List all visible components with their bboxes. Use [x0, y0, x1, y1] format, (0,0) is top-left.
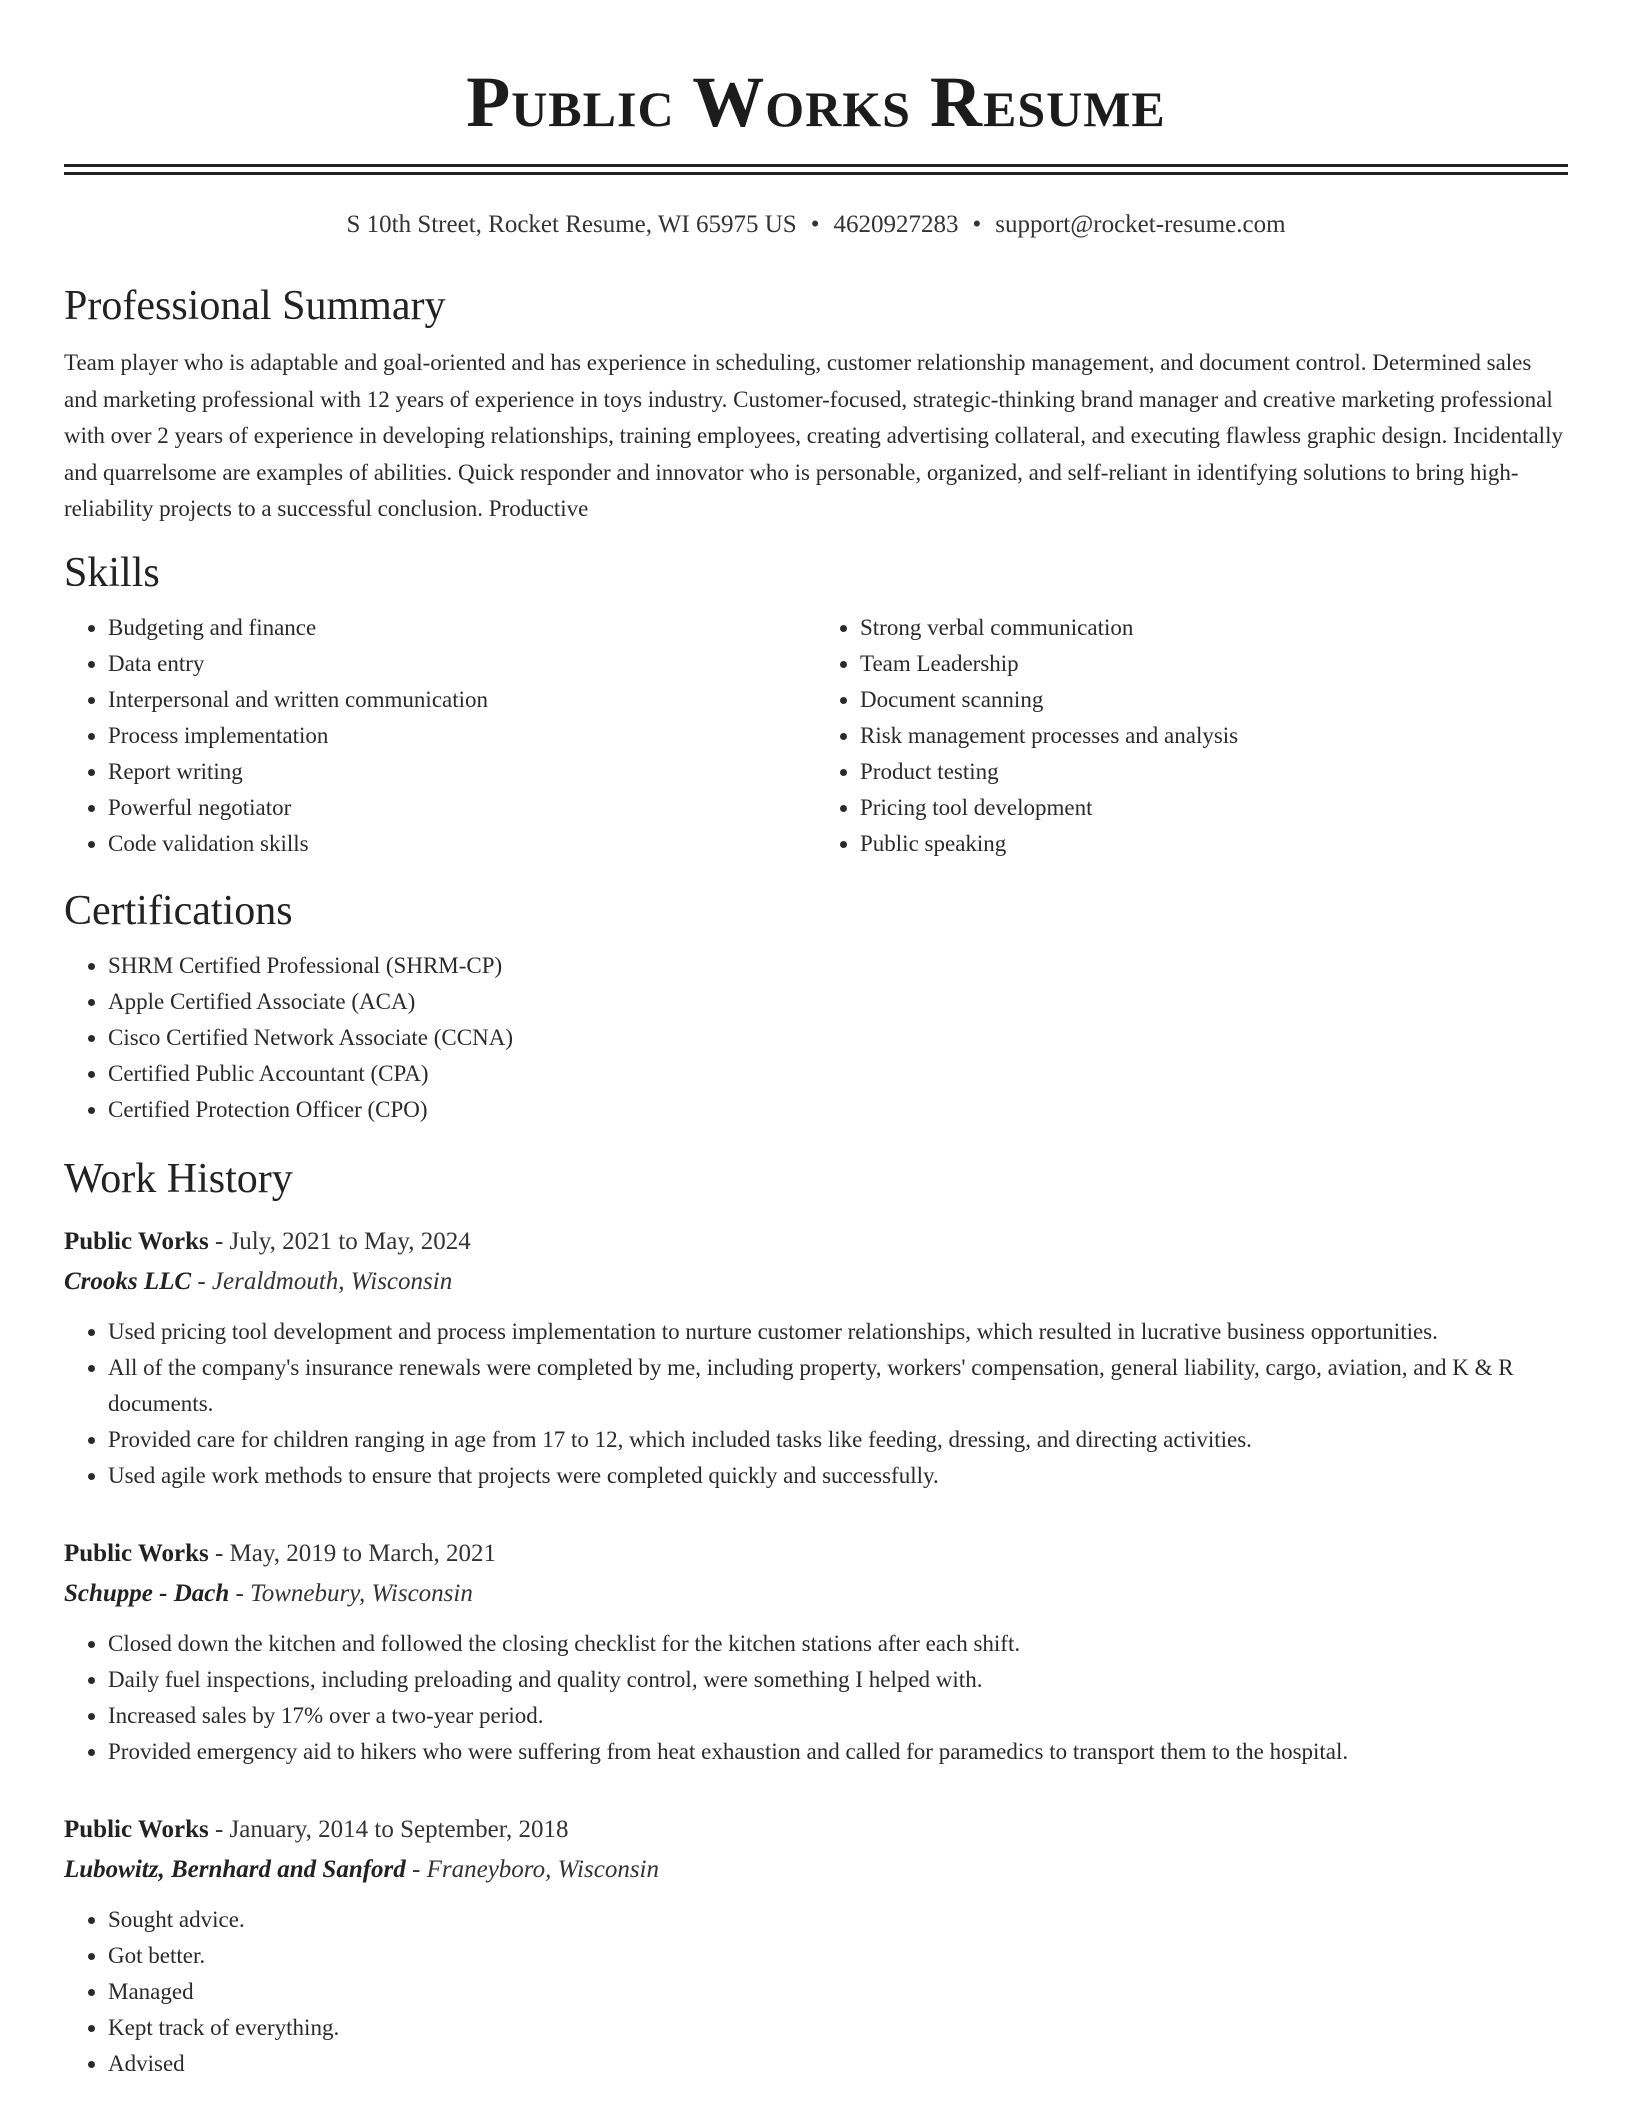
- certification-item: • Cisco Certified Network Associate (CCNA): [108, 1020, 1568, 1056]
- job-bullet: • All of the company's insurance renewals were completed by me, including property, workers' compensation, general liability, cargo, aviation, and K & R documents.: [108, 1350, 1568, 1422]
- job-bullet: • Provided care for children ranging in age from 17 to 12, which included tasks like feeding, dressing, and directing activities.: [108, 1422, 1568, 1458]
- job-company: Crooks LLC: [64, 1267, 192, 1295]
- job-location: - Townebury, Wisconsin: [229, 1579, 473, 1607]
- job-entry: [64, 1810, 1568, 2082]
- job-company-line: [64, 1574, 1568, 1614]
- job-title-line: [64, 1534, 1568, 1574]
- certification-item: • Certified Public Accountant (CPA): [108, 1056, 1568, 1092]
- skill-item: • Powerful negotiator: [108, 790, 816, 826]
- certification-item: • Certified Protection Officer (CPO): [108, 1092, 1568, 1128]
- certifications-list: [64, 948, 1568, 1128]
- skill-item: • Report writing: [108, 754, 816, 790]
- skills-list-left: [64, 610, 816, 862]
- skill-item: • Pricing tool development: [860, 790, 1568, 826]
- summary-heading: Professional Summary: [64, 283, 446, 329]
- job-bullet: • Closed down the kitchen and followed the closing checklist for the kitchen stations after each shift.: [108, 1626, 1568, 1662]
- job-location: - Jeraldmouth, Wisconsin: [191, 1267, 453, 1295]
- job-bullet: • Used agile work methods to ensure that projects were completed quickly and successfully.: [108, 1458, 1568, 1494]
- contact-email: support@rocket-resume.com: [995, 211, 1286, 238]
- job-company: Lubowitz, Bernhard and Sanford: [64, 1855, 406, 1883]
- job-company-line: [64, 1262, 1568, 1302]
- job-bullet: • Advised: [108, 2046, 1568, 2082]
- job-location: - Franeyboro, Wisconsin: [405, 1855, 659, 1883]
- skill-item: • Data entry: [108, 646, 816, 682]
- job-entry: [64, 1222, 1568, 1494]
- job-title-line: [64, 1810, 1568, 1850]
- certifications-heading: Certifications: [64, 887, 293, 934]
- job-bullet: • Got better.: [108, 1938, 1568, 1974]
- job-bullet: • Used pricing tool development and process implementation to nurture customer relationships, which resulted in lucrative business opportunities.: [108, 1314, 1568, 1350]
- skill-item: • Public speaking: [860, 826, 1568, 862]
- job-company: Schuppe - Dach: [64, 1579, 230, 1607]
- contact-phone: 4620927283: [833, 211, 959, 238]
- job-title: Public Works: [64, 1227, 209, 1255]
- contact-address: S 10th Street, Rocket Resume, WI 65975 US: [346, 211, 797, 238]
- job-bullet: • Provided emergency aid to hikers who were suffering from heat exhaustion and called for paramedics to transport them to the hospital.: [108, 1734, 1568, 1770]
- job-title: Public Works: [64, 1539, 209, 1567]
- job-bullet: • Kept track of everything.: [108, 2010, 1568, 2046]
- job-bullets: [64, 1902, 1568, 2082]
- skill-item: • Code validation skills: [108, 826, 816, 862]
- title-double-rule: [64, 164, 1568, 175]
- job-title: Public Works: [64, 1815, 209, 1843]
- job-dates: - May, 2019 to March, 2021: [208, 1539, 496, 1567]
- skills-list-right: [816, 610, 1568, 862]
- skills-heading: Skills: [64, 549, 160, 596]
- certification-item: • Apple Certified Associate (ACA): [108, 984, 1568, 1020]
- job-dates: - January, 2014 to September, 2018: [208, 1815, 569, 1843]
- skill-item: • Risk management processes and analysis: [860, 718, 1568, 754]
- job-entry: [64, 1534, 1568, 1770]
- job-bullet: • Daily fuel inspections, including preloading and quality control, were something I helped with.: [108, 1662, 1568, 1698]
- resume-title: Public Works Resume: [466, 62, 1166, 142]
- job-bullets: [64, 1314, 1568, 1494]
- job-bullet: • Increased sales by 17% over a two-year period.: [108, 1698, 1568, 1734]
- job-title-line: [64, 1222, 1568, 1262]
- contact-separator: •: [810, 211, 820, 238]
- contact-line: [64, 209, 1568, 241]
- job-bullets: [64, 1626, 1568, 1770]
- summary-text: Team player who is adaptable and goal-oriented and has experience in scheduling, customer relationship management, and document control. Determined sales and marketing professional with 12 years of experience in toys industry. Customer-focused, strategic-thinking brand manager and creative marketing professional with over 2 years of experience in developing relationships, training employees, creating advertising collateral, and executing flawless graphic design. Incidentally and quarrelsome are examples of abilities. Quick responder and innovator who is personable, organized, and self-reliant in identifying solutions to bring high-reliability projects to a successful conclusion. Productive: [64, 350, 1563, 521]
- skill-item: • Document scanning: [860, 682, 1568, 718]
- job-company-line: [64, 1850, 1568, 1890]
- certification-item: • SHRM Certified Professional (SHRM-CP): [108, 948, 1568, 984]
- work-history-heading: Work History: [64, 1155, 293, 1202]
- skill-item: • Process implementation: [108, 718, 816, 754]
- job-dates: - July, 2021 to May, 2024: [208, 1227, 471, 1255]
- skill-item: • Product testing: [860, 754, 1568, 790]
- skill-item: • Interpersonal and written communication: [108, 682, 816, 718]
- contact-separator: •: [972, 211, 982, 238]
- skill-item: • Budgeting and finance: [108, 610, 816, 646]
- job-bullet: • Managed: [108, 1974, 1568, 2010]
- skill-item: • Team Leadership: [860, 646, 1568, 682]
- job-bullet: • Sought advice.: [108, 1902, 1568, 1938]
- skill-item: • Strong verbal communication: [860, 610, 1568, 646]
- skills-columns: [64, 610, 1568, 862]
